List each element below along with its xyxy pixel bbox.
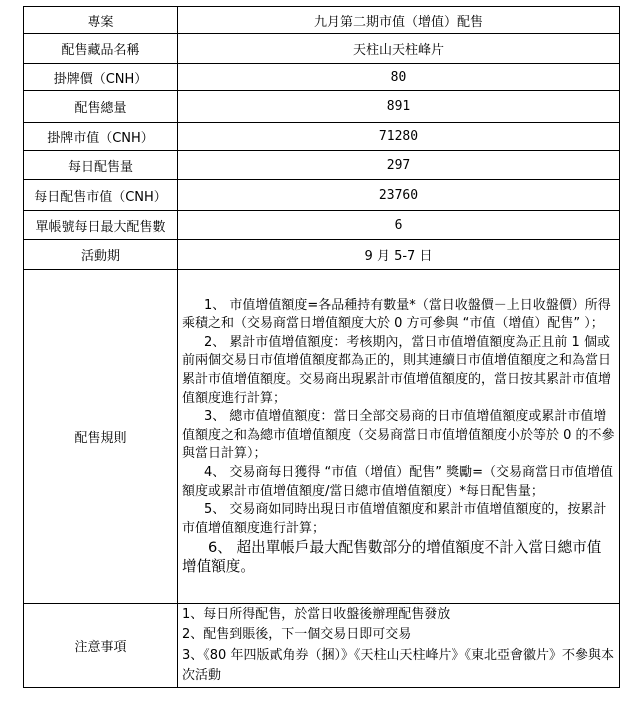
- notes-label: 注意事項: [24, 604, 178, 688]
- note-line: 2、配售到賬後，下一個交易日即可交易: [182, 627, 412, 643]
- rule-paragraph: 5、 交易商如同時出現日市值增值額度和累計市值增值額度的，按累計市值增值額度進行計算；: [182, 502, 607, 536]
- row-label-total-allotment: 配售總量: [24, 91, 178, 123]
- row-value-event-period: 9 月 5-7 日: [178, 240, 620, 270]
- table-row: [24, 240, 620, 270]
- row-label-listing-market-value: 掛牌市值（CNH）: [24, 123, 178, 151]
- row-label-daily-allotment: 每日配售量: [24, 151, 178, 180]
- row-value-total-allotment: 891: [178, 91, 620, 123]
- notes-content: [178, 604, 620, 688]
- row-value-product-name: 天柱山天柱峰片: [178, 34, 620, 64]
- rules-label: 配售規則: [24, 270, 178, 604]
- note-line: 3、《80 年四版貳角券（捆）》《天柱山天柱峰片》《東北亞會徽片》不參與本次活動: [182, 647, 614, 683]
- row-value-listing-price: 80: [178, 64, 620, 91]
- table-row: [24, 91, 620, 123]
- rule-paragraph: 6、 超出單帳戶最大配售數部分的增值額度不計入當日總市值增值額度。: [182, 539, 602, 576]
- table-row: [24, 180, 620, 211]
- rules-row: [24, 270, 620, 604]
- rule-paragraph: 4、 交易商每日獲得 “市值（增值）配售” 獎勵=（交易商當日市值增值額度或累計市值增值額度/當日總市值增值額度）*每日配售量；: [182, 464, 614, 499]
- table-row: [24, 34, 620, 64]
- row-label-daily-market-value: 每日配售市值（CNH）: [24, 180, 178, 211]
- row-label-event-period: 活動期: [24, 240, 178, 270]
- row-label-max-per-account: 單帳號每日最大配售數: [24, 211, 178, 240]
- table-row: [24, 211, 620, 240]
- rule-paragraph: 3、 總市值增值額度：當日全部交易商的日市值增值額度或累計市值增值額度之和為總市值增值額度（交易商當日市值增值額度小於等於 0 的不參與當日計算）；: [182, 409, 615, 462]
- row-value-listing-market-value: 71280: [178, 123, 620, 151]
- row-value-max-per-account: 6: [178, 211, 620, 240]
- rule-paragraph: 2、 累計市值增值額度：考核期內，當日市值增值額度為正且前 1 個或前兩個交易日市值增值額度都為正的，則其連續日市值增值額度之和為當日累計市值增值額度。交易商出現累計市值增值額度的，當日按其累計市值增值額度進行計算；: [182, 334, 612, 406]
- row-value-daily-allotment: 297: [178, 151, 620, 180]
- table-header-row: [24, 7, 620, 34]
- rule-paragraph: 1、 市值增值額度=各品種持有數量*（當日收盤價－上日收盤價）所得乘積之和（交易商當日增值額度大於 0 方可參與 “市值（增值）配售” ）；: [182, 297, 611, 332]
- row-label-product-name: 配售藏品名稱: [24, 34, 178, 64]
- row-label-listing-price: 掛牌價（CNH）: [24, 64, 178, 91]
- header-label: 專案: [24, 7, 178, 34]
- table-row: [24, 123, 620, 151]
- allotment-table: [23, 6, 620, 688]
- row-value-daily-market-value: 23760: [178, 180, 620, 211]
- header-title: 九月第二期市值（增值）配售: [178, 7, 620, 34]
- table-row: [24, 151, 620, 180]
- notes-row: [24, 604, 620, 688]
- note-line: 1、每日所得配售，於當日收盤後辦理配售發放: [182, 606, 451, 622]
- table-row: [24, 64, 620, 91]
- rules-content: [178, 270, 620, 604]
